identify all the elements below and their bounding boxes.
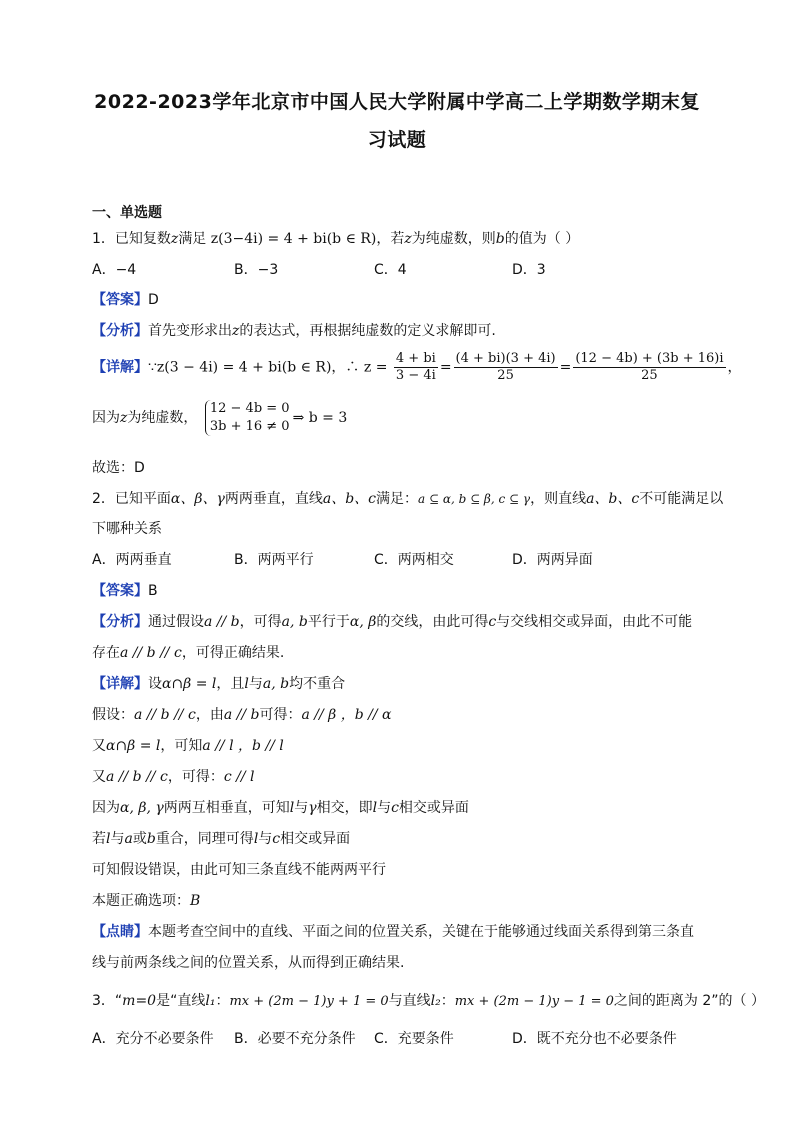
q2-analysis-line1: 【分析】通过假设a // b，可得a, b平行于α, β的交线，由此可得c与交线相交或异面，由此不可能 [92,614,693,630]
q2-option-b: B．两两平行 [234,552,314,568]
q3-option-b: B．必要不充分条件 [234,1031,356,1047]
q3-options [92,1029,712,1049]
q1-equation: z(3−4i) = 4 + bi(b ∈ R) [210,231,377,247]
q2-stem-line1: 2．已知平面α、β、γ两两垂直，直线a、b、c满足：a ⊆ α, b ⊆ β, c ⊆ γ，则直线a、b、c不可能满足以 [92,491,724,507]
q1-detail-line2: 因为z为纯虚数， 12 − 4b = 0 3b + 16 ≠ 0 ⇒ b = 3 [92,401,348,434]
q2-option-d: D．两两异面 [512,552,593,568]
q1-options [92,260,712,280]
q1-stem: 1．已知复数z满足 z(3−4i) = 4 + bi(b ∈ R)，若z为纯虚数，则b的值为（ ） [92,231,580,247]
q2-analysis-line2: 存在a // b // c，可得正确结果. [92,645,285,661]
q2-detail-line8: 本题正确选项：B [92,893,201,909]
q2-options [92,550,712,570]
q1-fraction-2: $\frac{(4 + bi)(3 + 4i)}{25}$ [455,351,556,383]
q2-stem-line2: 下哪种关系 [92,521,162,537]
q1-equation-system: 12 − 4b = 0 3b + 16 ≠ 0 [205,400,290,436]
q1-option-b: B．−3 [234,262,279,278]
q3-stem: 3．“m=0是“直线l₁：mx + (2m − 1)y + 1 = 0与直线l₂：mx + (2m − 1)y − 1 = 0之间的距离为 2”的（ ） [92,993,765,1009]
q2-answer: 【答案】B [92,583,158,599]
q2-detail-line3: 又α∩β = l，可知a // l ，b // l [92,738,284,754]
q2-comment-line2: 线与前两条线之间的位置关系，从而得到正确结果. [92,955,405,971]
q1-option-a: A．−4 [92,262,137,278]
doc-title-line2: 习试题 [367,129,427,151]
q2-comment-line1: 【点睛】本题考查空间中的直线、平面之间的位置关系，关键在于能够通过线面关系得到第三条直 [92,924,694,940]
q2-detail-line1: 【详解】设α∩β = l，且l与a, b均不重合 [92,676,346,692]
q2-option-a: A．两两垂直 [92,552,172,568]
section-heading: 一、单选题 [92,205,162,221]
q3-option-a: A．充分不必要条件 [92,1031,214,1047]
doc-title-line1: 2022-2023学年北京市中国人民大学附属中学高二上学期数学期末复 [94,91,700,113]
q2-detail-line6: 若l与a或b重合，同理可得l与c相交或异面 [92,831,351,847]
q1-detail-line1: 【详解】∵z(3 − 4i) = 4 + bi(b ∈ R)，∴ z = $\frac{4 + bi}{3 - 4i}$ = $\frac{(4 + bi)(3 + 4i)}{25}$ = $\frac{(12 - 4b) + (3b + 16)i}{25}$ ， [92,351,742,383]
q1-fraction-1: $\frac{4 + bi}{3 - 4i}$ [395,351,436,383]
q2-detail-line5: 因为α, β, γ两两互相垂直，可知l与γ相交，即l与c相交或异面 [92,800,469,816]
q3-option-d: D．既不充分也不必要条件 [512,1031,677,1047]
q3-option-c: C．充要条件 [374,1031,454,1047]
q1-option-d: D．3 [512,262,546,278]
q1-analysis: 【分析】首先变形求出z的表达式，再根据纯虚数的定义求解即可. [92,323,496,339]
q2-option-c: C．两两相交 [374,552,454,568]
q1-answer: 【答案】D [92,292,159,308]
q1-option-c: C．4 [374,262,407,278]
q2-detail-line7: 可知假设错误，由此可知三条直线不能两两平行 [92,862,386,878]
q1-fraction-3: $\frac{(12 - 4b) + (3b + 16)i}{25}$ [575,351,724,383]
q2-detail-line2: 假设：a // b // c，由a // b可得：a // β ，b // α [92,707,392,723]
q1-final: 故选：D [92,460,145,476]
q2-detail-line4: 又a // b // c，可得：c // l [92,769,255,785]
